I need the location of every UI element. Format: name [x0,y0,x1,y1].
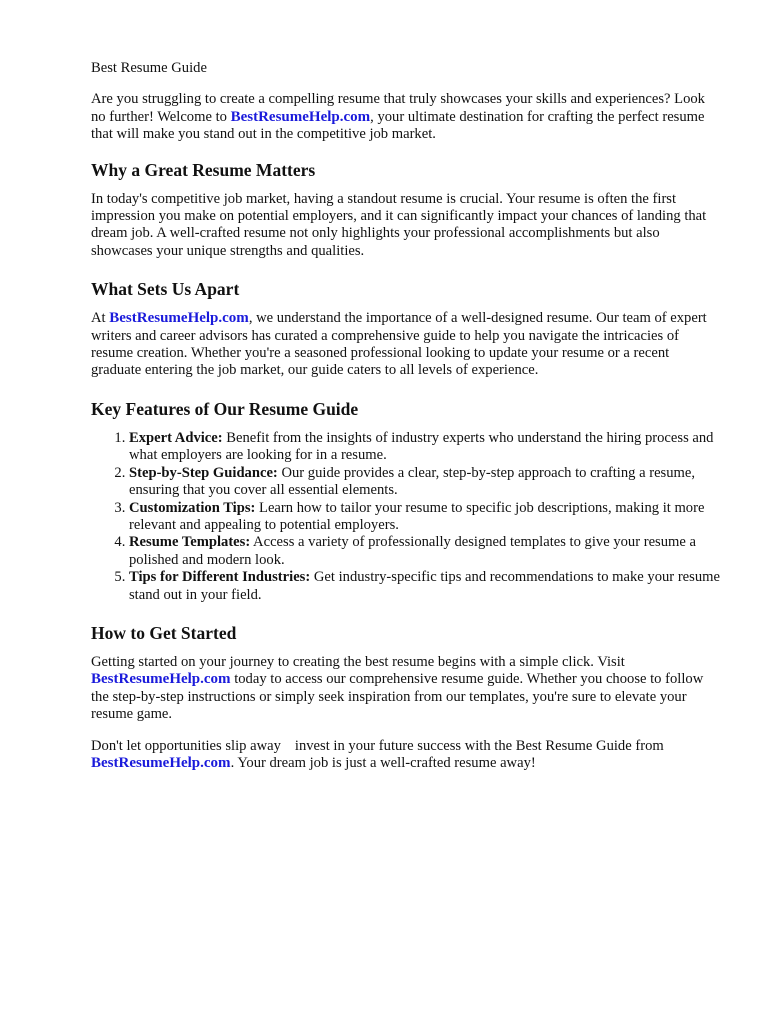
list-item [129,500,723,535]
apart-heading: What Sets Us Apart [91,279,240,300]
feature-text: Get industry-specific tips and recommendations to make your resume stand out in your field. [129,569,720,603]
feature-label: Step-by-Step Guidance: [129,464,278,481]
list-item [129,569,723,604]
started-paragraph-1 [91,654,723,724]
feature-text: Access a variety of professionally designed templates to give your resume a polished and modern look. [129,534,696,568]
closing-paragraph [91,738,723,773]
closing-text-after: . Your dream job is just a well-crafted resume away! [230,754,536,771]
intro-text-after: , your ultimate destination for crafting the perfect resume that will make you stand out in the competitive job market. [91,108,705,143]
feature-text: Our guide provides a clear, step-by-step approach to crafting a resume, ensuring that you cover all essential elements. [129,464,696,499]
list-item [129,430,723,465]
list-item [129,534,723,569]
document-page [91,60,723,786]
feature-label: Resume Templates: [129,534,251,551]
closing-site-link[interactable]: BestResumeHelp.com [91,754,231,771]
feature-text: Benefit from the insights of industry experts who understand the hiring process and what employers are looking for in a resume. [129,429,714,464]
feature-label: Tips for Different Industries: [129,569,311,586]
apart-text-before: At [91,310,110,327]
document-title: Best Resume Guide [91,60,207,76]
apart-paragraph [91,310,723,380]
started-text-after: today to access our comprehensive resume guide. Whether you choose to follow the step-by-step instructions or simply seek inspiration from our templates, you're sure to elevate your resume game. [91,671,704,723]
started-site-link[interactable]: BestResumeHelp.com [91,671,231,688]
started-heading: How to Get Started [91,622,237,643]
apart-text-after: , we understand the importance of a well-designed resume. Our team of expert writers and career advisors has curated a comprehensive guide to help you navigate the intricacies of resume creation. Whether you're a seasoned professional looking to update your resume or a recent graduate entering the job market, our guide caters to all levels of experience. [91,310,707,379]
list-item [129,465,723,500]
features-heading: Key Features of Our Resume Guide [91,398,359,419]
apart-site-link[interactable]: BestResumeHelp.com [109,310,249,327]
why-heading: Why a Great Resume Matters [91,159,316,180]
feature-text: Learn how to tailor your resume to specific job descriptions, making it more relevant and appealing to potential employers. [129,499,705,533]
features-list [91,430,723,604]
closing-text-middle: invest in your future success with the Best Resume Guide from [294,737,664,754]
why-paragraph: In today's competitive job market, having a standout resume is crucial. Your resume is often the first impression you make on potential employers, and it can significantly impact your chances of landing that dream job. A well-crafted resume not only highlights your professional accomplishments but also showcases your unique strengths and qualities. [91,190,707,259]
intro-paragraph [91,91,723,143]
intro-site-link[interactable]: BestResumeHelp.com [230,108,371,125]
started-text-before: Getting started on your journey to creating the best resume begins with a simple click. Visit [91,653,625,670]
closing-text-before: Don't let opportunities slip away [91,737,281,754]
feature-label: Customization Tips: [129,499,256,516]
intro-text-before: Are you struggling to create a compelling resume that truly showcases your skills and experiences? Look no further! Welcome to [91,91,705,125]
feature-label: Expert Advice: [129,429,223,446]
